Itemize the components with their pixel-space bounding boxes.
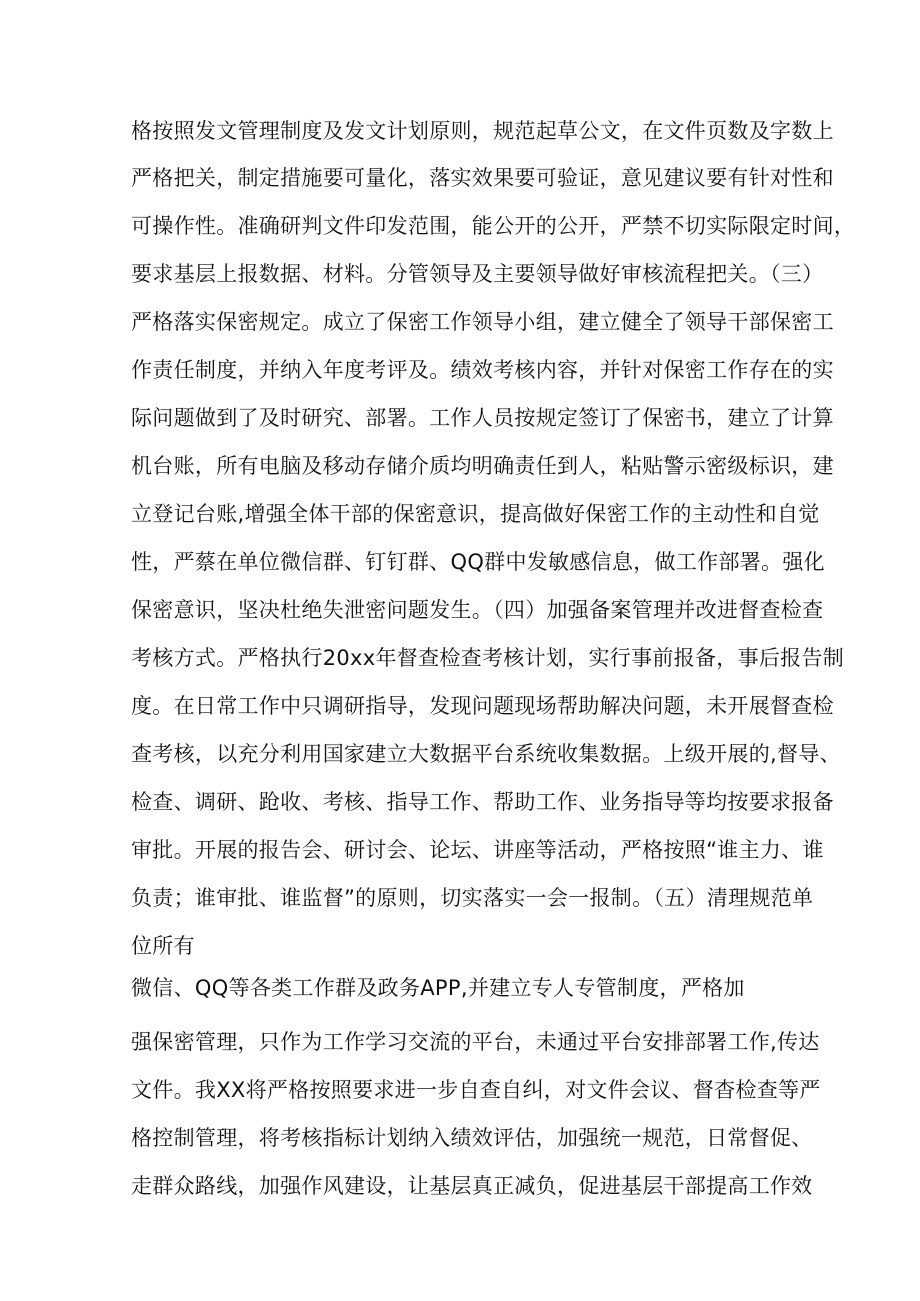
body-text-line: 性，严蔡在单位微信群、钉钉群、QQ群中发敏感信息，做工作部署。强化 xyxy=(131,550,825,574)
body-text-line: 审批。开展的报告会、研讨会、论坛、讲座等活动，严格按照“谁主力、谁 xyxy=(131,838,824,862)
body-text-line: 格按照发文管理制度及发文计划原则，规范起草公文，在文件页数及字数上 xyxy=(131,119,834,143)
body-text-line: 严格把关，制定措施要可量化，落实效果要可验证，意见建议要有针对性和 xyxy=(131,166,834,190)
body-text-line: 检查、调研、跄收、考核、指导工作、帮助工作、业务指导等均按要求报备 xyxy=(131,790,834,814)
body-text-line: 位所有 xyxy=(131,934,195,958)
body-text-line: 机台账，所有电脑及移动存储介质均明确责任到人，粘贴警示密级标识，建 xyxy=(131,454,834,478)
body-text-line: 保密意识，坚决杜绝失泄密问题发生。（四）加强备案管理并改进督查检查 xyxy=(131,598,824,622)
body-text-line: 查考核，以充分利用国家建立大数据平台系统收集数据。上级开展的,督导、 xyxy=(131,742,841,766)
body-text-line: 际问题做到了及时研究、部署。工作人员按规定签订了保密书，建立了计算 xyxy=(131,406,834,430)
body-text-line: 可操作性。准确研判文件印发范围，能公开的公开，严禁不切实际限定时间， xyxy=(131,214,856,238)
body-text-line: 度。在日常工作中只调研指导，发现问题现场帮助解决问题，未开展督查检 xyxy=(131,694,834,718)
body-text-line: 负责；谁审批、谁监督”的原则，切实落实一会一报制。（五）清理规范单 xyxy=(131,886,814,910)
body-text-line: 作责任制度，并纳入年度考评及。绩效考核内容，并针对保密工作存在的实 xyxy=(131,358,834,382)
body-text-line: 考核方式。严格执行20xx年督查检查考核计划，实行事前报备，事后报告制 xyxy=(131,646,845,670)
body-text-line: 走群众路线，加强作风建设，让基层真正减负，促进基层干部提高工作效 xyxy=(131,1174,813,1198)
body-text-line: 立登记台账,增强全体干部的保密意识，提高做好保密工作的主动性和自觉 xyxy=(131,502,820,526)
body-text-line: 格控制管理，将考核指标计划纳入绩效评估，加强统一规范，日常督促、 xyxy=(131,1126,813,1150)
body-text-line: 文件。我XX将严格按照要求进一步自查自纠，对文件会议、督杳检查等严 xyxy=(131,1078,821,1102)
body-text-line: 微信、QQ等各类工作群及政务APP,并建立专人专管制度，严格加 xyxy=(131,976,745,1000)
body-text-line: 强保密管理，只作为工作学习交流的平台，未通过平台安排部署工作,传达 xyxy=(131,1030,820,1054)
body-text-line: 严格落实保密规定。成立了保密工作领导小组，建立健全了领导干部保密工 xyxy=(131,310,834,334)
body-text-line: 要求基层上报数据、材料。分管领导及主要领导做好审核流程把关。（三） xyxy=(131,262,824,286)
